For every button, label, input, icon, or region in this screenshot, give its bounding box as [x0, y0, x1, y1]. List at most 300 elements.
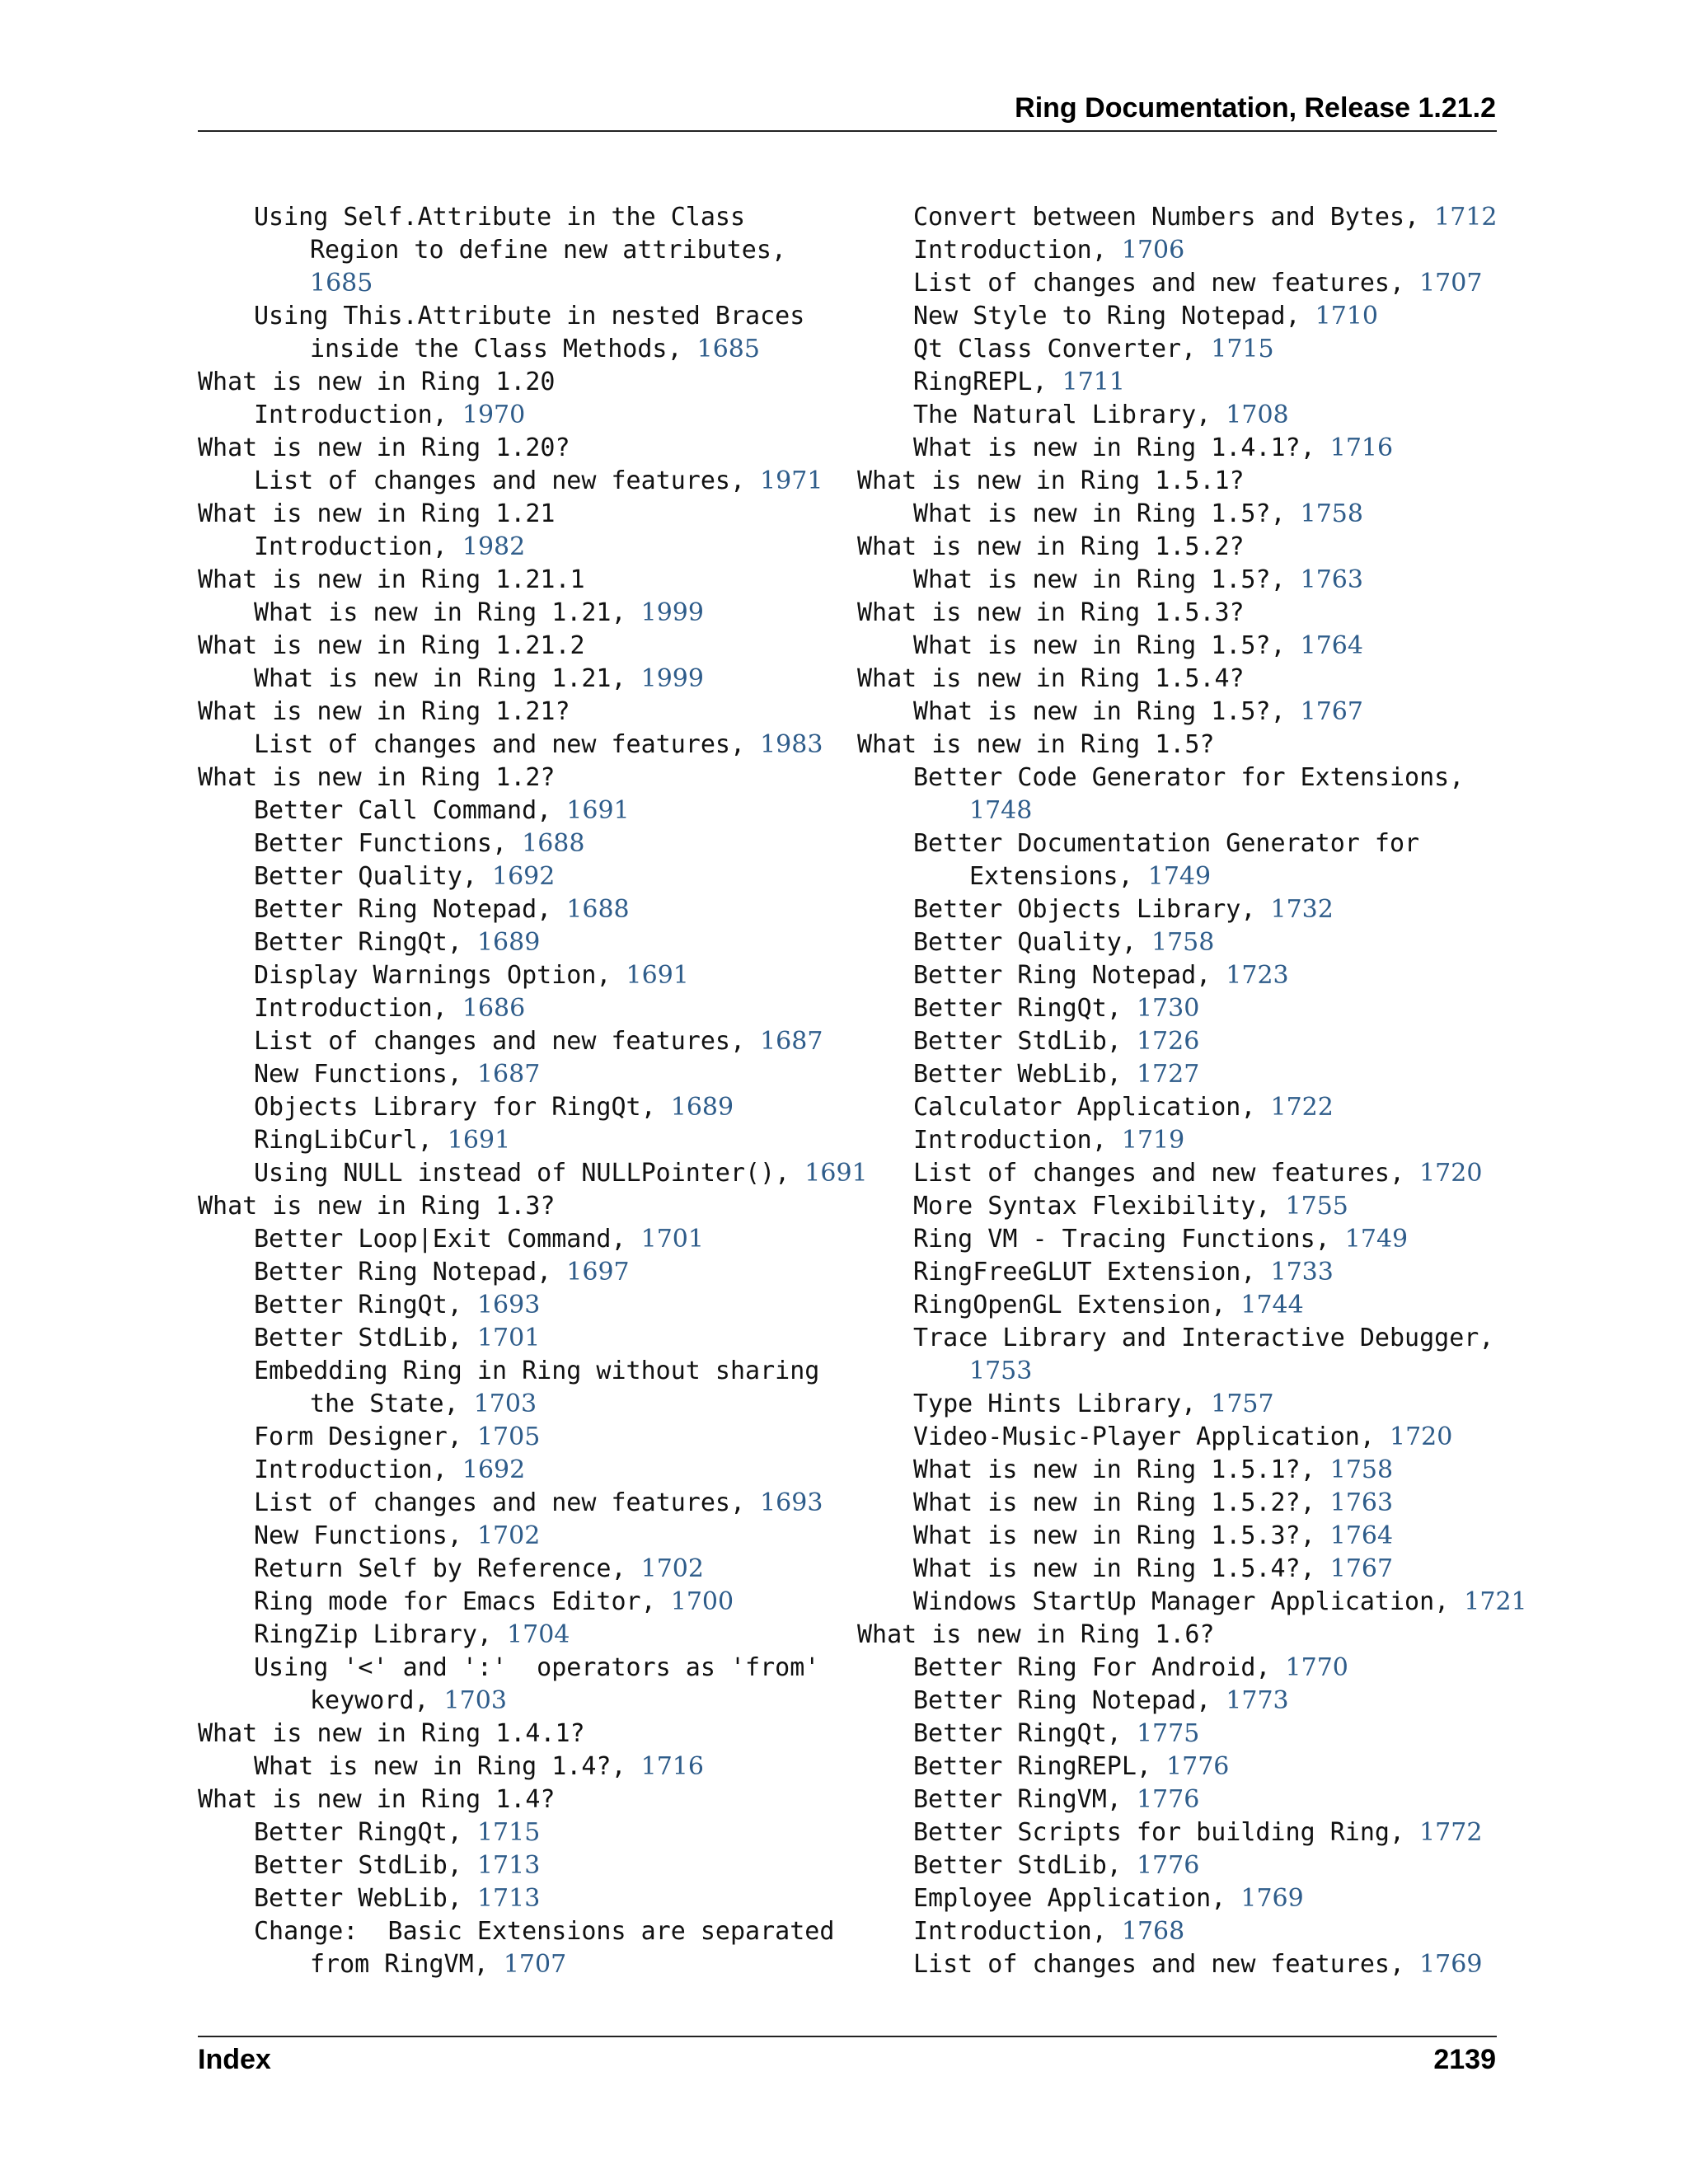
- index-entry-text: [913, 1884, 1304, 1913]
- index-entry-text-part: RingOpenGL Extension,: [913, 1291, 1226, 1319]
- index-subentry: [857, 696, 1500, 729]
- index-entry-text-part: Better StdLib,: [254, 1324, 462, 1352]
- index-entry-text: [254, 1685, 841, 1718]
- index-subentry: [857, 432, 1500, 465]
- index-subentry: [198, 1025, 841, 1058]
- index-subentry: [198, 1750, 841, 1783]
- index-subentry: [857, 1223, 1500, 1256]
- index-entry-text: [913, 335, 1274, 363]
- index-entry-text-part: Extensions,: [969, 862, 1133, 891]
- index-entry-text-part: Ring mode for Emacs Editor,: [254, 1587, 656, 1616]
- index-entry-text: [913, 895, 1334, 924]
- index-entry-text-part: Return Self by Reference,: [254, 1554, 626, 1583]
- index-subentry: [198, 1256, 841, 1289]
- index-entry-text: [913, 1917, 1184, 1946]
- index-entry-text: What is new in Ring 1.21.1: [198, 565, 585, 594]
- index-entry-text-part: Better RingQt,: [254, 1818, 462, 1847]
- index-entry-text-part: Better RingQt,: [254, 928, 462, 957]
- index-entry-text-part: Better Objects Library,: [913, 895, 1256, 924]
- index-subentry: [198, 597, 841, 630]
- index-subentry: [857, 1652, 1500, 1685]
- index-entry-text: [254, 961, 689, 990]
- index-entry-text: [254, 1521, 540, 1550]
- index-entry-text-part: Better Ring For Android,: [913, 1653, 1271, 1682]
- page-reference-link[interactable]: 1703: [473, 1390, 537, 1418]
- index-entry-text-part: Better Ring Notepad,: [913, 961, 1212, 990]
- index-entry-text: [913, 961, 1289, 990]
- index-heading: [857, 729, 1500, 762]
- index-subentry: [857, 1915, 1500, 1948]
- index-entry-text: [913, 1225, 1408, 1254]
- index-entry-text-part: Introduction,: [254, 1455, 448, 1484]
- page-reference-link[interactable]: 1764: [1329, 1521, 1394, 1550]
- index-entry-text: [913, 1390, 1274, 1418]
- page-reference-link[interactable]: 1721: [1464, 1587, 1527, 1616]
- page-reference-link[interactable]: 1983: [760, 730, 823, 759]
- index-entry-text: [254, 532, 525, 561]
- page-reference-link[interactable]: 1713: [476, 1851, 541, 1880]
- index-entry-text: [254, 401, 525, 429]
- index-heading: [857, 663, 1500, 696]
- page-reference-link[interactable]: 1716: [640, 1752, 704, 1781]
- index-entry-text: [913, 1950, 1482, 1979]
- index-entry-text-part: What is new in Ring 1.5?,: [913, 697, 1286, 726]
- index-entry-text: [913, 236, 1184, 265]
- index-entry-text: [254, 1554, 704, 1583]
- index-entry-text: [254, 1126, 510, 1155]
- index-entry-text-part: Introduction,: [254, 401, 448, 429]
- index-heading: [198, 696, 841, 729]
- index-entry-text: [254, 895, 630, 924]
- index-subentry: [198, 1454, 841, 1487]
- page-reference-link[interactable]: 1691: [566, 796, 630, 825]
- index-entry-text-part: New Functions,: [254, 1060, 462, 1089]
- index-entry-text: What is new in Ring 1.5.3?: [857, 598, 1245, 627]
- index-subentry: [198, 1882, 841, 1915]
- index-entry-text: What is new in Ring 1.20?: [198, 434, 570, 462]
- index-entry-text: [913, 1455, 1393, 1484]
- page-reference-link[interactable]: 1705: [476, 1422, 541, 1451]
- page-reference-link[interactable]: 1687: [476, 1060, 541, 1089]
- index-entry-text: What is new in Ring 1.3?: [198, 1192, 556, 1221]
- page-reference-link[interactable]: 1715: [1211, 335, 1274, 363]
- index-entry-text: [913, 1093, 1334, 1122]
- index-subentry: [198, 1816, 841, 1849]
- page-reference-link[interactable]: 1702: [640, 1554, 704, 1583]
- index-entry-text: [913, 1126, 1184, 1155]
- page-reference-link[interactable]: 1726: [1136, 1027, 1200, 1056]
- page-reference-link[interactable]: 1720: [1389, 1422, 1453, 1451]
- page-reference-link[interactable]: 1982: [462, 532, 526, 561]
- page-reference-link[interactable]: 1720: [1419, 1159, 1483, 1188]
- index-entry-text: [254, 1422, 540, 1451]
- index-subentry: [857, 366, 1500, 399]
- footer-rule: [198, 2036, 1497, 2037]
- page-reference-link[interactable]: 1757: [1211, 1390, 1274, 1418]
- page-reference-link[interactable]: 1723: [1226, 961, 1289, 990]
- page-reference-link[interactable]: 1688: [566, 895, 630, 924]
- page-reference-link[interactable]: 1732: [1270, 895, 1334, 924]
- page-reference-link[interactable]: 1999: [640, 598, 704, 627]
- index-entry-text: [913, 928, 1214, 957]
- page-reference-link[interactable]: 1772: [1419, 1818, 1483, 1847]
- page-reference-link[interactable]: 1719: [1121, 1126, 1185, 1155]
- index-subentry: [198, 663, 841, 696]
- page-reference-link[interactable]: 1768: [1121, 1917, 1185, 1946]
- index-entry-text: [913, 1785, 1199, 1814]
- index-subentry: [198, 1058, 841, 1091]
- index-entry-text-part: from RingVM,: [310, 1950, 489, 1979]
- index-entry-text: [913, 499, 1363, 528]
- index-entry-text-part: Introduction,: [913, 1917, 1107, 1946]
- page-reference-link[interactable]: 1701: [476, 1324, 541, 1352]
- page-reference-link[interactable]: 1758: [1151, 928, 1215, 957]
- index-subentry: [857, 1124, 1500, 1157]
- page-reference-link[interactable]: 1722: [1270, 1093, 1334, 1122]
- index-entry-text: [913, 1554, 1393, 1583]
- index-heading: [198, 1190, 841, 1223]
- index-subentry: [198, 1652, 841, 1718]
- index-entry-text-part: Better StdLib,: [913, 1027, 1122, 1056]
- page-reference-link[interactable]: 1685: [696, 335, 760, 363]
- index-entry-text-part: Better WebLib,: [913, 1060, 1122, 1089]
- index-entry-text-part: Better Quality,: [254, 862, 477, 891]
- page-reference-link[interactable]: 1715: [476, 1818, 541, 1847]
- page-reference-link[interactable]: 1758: [1300, 499, 1363, 528]
- page-reference-link[interactable]: 1689: [476, 928, 541, 957]
- index-subentry: [198, 794, 841, 827]
- index-entry-text: Region to define new attributes,: [310, 236, 786, 265]
- page-reference-link[interactable]: 1713: [476, 1884, 541, 1913]
- page-reference-link[interactable]: 1758: [1329, 1455, 1394, 1484]
- page-reference-link[interactable]: 1730: [1136, 994, 1200, 1023]
- index-entry-text: [254, 1324, 540, 1352]
- index-heading: [198, 432, 841, 465]
- index-entry-text-part: Better StdLib,: [254, 1851, 462, 1880]
- index-subentry: [198, 1124, 841, 1157]
- index-subentry: [857, 1948, 1500, 1981]
- index-subentry: [198, 1421, 841, 1454]
- page-reference-link[interactable]: 1749: [1344, 1225, 1409, 1254]
- index-entry-text: Embedding Ring in Ring without sharing: [254, 1357, 820, 1385]
- index-subentry: [198, 827, 841, 860]
- index-entry-text: [913, 1488, 1393, 1517]
- page-reference-link[interactable]: 1748: [969, 796, 1033, 825]
- page-reference-link[interactable]: 1704: [507, 1620, 570, 1649]
- index-entry-text: [254, 1258, 630, 1286]
- index-entry-text-part: Better Loop|Exit Command,: [254, 1225, 626, 1254]
- index-subentry: [198, 1520, 841, 1553]
- index-subentry: [857, 1816, 1500, 1849]
- footer-section-label: Index: [198, 2044, 271, 2075]
- index-subentry: [198, 1849, 841, 1882]
- index-entry-text: [913, 1851, 1199, 1880]
- page-reference-link[interactable]: 1692: [462, 1455, 526, 1484]
- page-reference-link[interactable]: 1770: [1285, 1653, 1348, 1682]
- index-entry-text: [913, 1258, 1334, 1286]
- page-reference-link[interactable]: 1999: [640, 664, 704, 693]
- index-entry-text: What is new in Ring 1.21.2: [198, 631, 585, 660]
- index-entry-text-part: Introduction,: [913, 236, 1107, 265]
- page-reference-link[interactable]: 1706: [1121, 236, 1185, 265]
- index-entry-text: What is new in Ring 1.5.2?: [857, 532, 1245, 561]
- index-entry-text: [254, 1587, 734, 1616]
- index-entry-text-part: What is new in Ring 1.21,: [254, 664, 626, 693]
- index-entry-text: [913, 1719, 1199, 1748]
- index-subentry: [857, 1487, 1500, 1520]
- page-reference-link[interactable]: 1693: [760, 1488, 823, 1517]
- index-entry-text: [254, 333, 841, 366]
- index-subentry: [857, 333, 1500, 366]
- index-subentry: [198, 300, 841, 366]
- index-subentry: [857, 1421, 1500, 1454]
- page-reference-link[interactable]: 1767: [1300, 697, 1363, 726]
- index-entry-text: [254, 730, 823, 759]
- index-entry-text-part: Better Functions,: [254, 829, 508, 858]
- page-reference-link[interactable]: 1697: [566, 1258, 630, 1286]
- index-entry-text: [254, 664, 704, 693]
- index-subentry: [857, 1553, 1500, 1586]
- index-subentry: [198, 1487, 841, 1520]
- page-reference-link[interactable]: 1702: [476, 1521, 541, 1550]
- index-entry-text: [254, 1948, 841, 1981]
- page-reference-link[interactable]: 1769: [1419, 1950, 1483, 1979]
- index-entry-text-part: List of changes and new features,: [913, 1950, 1405, 1979]
- index-entry-text-part: List of changes and new features,: [254, 1488, 746, 1517]
- page-reference-link[interactable]: 1691: [626, 961, 689, 990]
- index-subentry: [198, 729, 841, 762]
- index-entry-text: [254, 862, 555, 891]
- index-entry-text: [913, 368, 1125, 396]
- index-entry-text: [254, 796, 630, 825]
- index-entry-text-part: What is new in Ring 1.5.2?,: [913, 1488, 1315, 1517]
- index-entry-text-part: List of changes and new features,: [254, 1027, 746, 1056]
- index-entry-text: [254, 1851, 540, 1880]
- index-entry-text-part: What is new in Ring 1.5.3?,: [913, 1521, 1315, 1550]
- index-subentry: [857, 1882, 1500, 1915]
- index-entry-text-part: Better Ring Notepad,: [913, 1686, 1212, 1715]
- index-entry-text: [913, 1422, 1452, 1451]
- page-reference-link[interactable]: 1708: [1226, 401, 1289, 429]
- index-heading: [198, 1718, 841, 1750]
- index-subentry: [198, 893, 841, 926]
- index-heading: [857, 1619, 1500, 1652]
- index-entry-text: [254, 1620, 570, 1649]
- index-subentry: [857, 234, 1500, 267]
- index-entry-text-part: Employee Application,: [913, 1884, 1226, 1913]
- index-entry-text: [254, 1093, 734, 1122]
- index-entry-text: [913, 631, 1363, 660]
- page-reference-link[interactable]: 1775: [1136, 1719, 1200, 1748]
- index-entry-text-part: Using NULL instead of NULLPointer(),: [254, 1159, 790, 1188]
- index-subentry: [857, 1058, 1500, 1091]
- index-entry-text: [913, 994, 1199, 1023]
- index-entry-text: [254, 1291, 540, 1319]
- index-entry-text: Using '<' and ':' operators as 'from': [254, 1653, 820, 1682]
- index-entry-text: [913, 1060, 1199, 1089]
- index-entry-text-part: Better Ring Notepad,: [254, 895, 552, 924]
- page-reference-link[interactable]: 1727: [1136, 1060, 1200, 1089]
- index-entry-text: [254, 598, 704, 627]
- index-entry-text: [913, 1653, 1348, 1682]
- page-reference-link[interactable]: 1749: [1147, 862, 1212, 891]
- index-entry-text: Using This.Attribute in nested Braces: [254, 302, 805, 330]
- index-entry-text-part: Better StdLib,: [913, 1851, 1122, 1880]
- index-subentry: [857, 1157, 1500, 1190]
- page-reference-link[interactable]: 1685: [310, 269, 373, 298]
- index-entry-text: [913, 302, 1378, 330]
- page-reference-link[interactable]: 1767: [1329, 1554, 1394, 1583]
- page-reference-link[interactable]: 1764: [1300, 631, 1363, 660]
- index-entry-text-part: Better Scripts for building Ring,: [913, 1818, 1405, 1847]
- index-entry-text: [254, 1884, 540, 1913]
- index-entry-text-part: Display Warnings Option,: [254, 961, 612, 990]
- index-subentry: [198, 1586, 841, 1619]
- index-subentry: [198, 959, 841, 992]
- index-entry-text-part: Convert between Numbers and Bytes,: [913, 203, 1420, 232]
- index-subentry: [198, 926, 841, 959]
- index-subentry: [857, 1025, 1500, 1058]
- index-entry-text: What is new in Ring 1.4?: [198, 1785, 556, 1814]
- index-entry-text-part: RingFreeGLUT Extension,: [913, 1258, 1256, 1286]
- index-heading: [198, 498, 841, 531]
- page-reference-link[interactable]: 1707: [1419, 269, 1483, 298]
- page-reference-link[interactable]: 1716: [1329, 434, 1394, 462]
- page-reference-link[interactable]: 1691: [804, 1159, 868, 1188]
- page-reference-link[interactable]: 1700: [670, 1587, 734, 1616]
- page-reference-link[interactable]: 1776: [1166, 1752, 1230, 1781]
- index-entry-text: What is new in Ring 1.21?: [198, 697, 570, 726]
- index-entry-text-part: RingLibCurl,: [254, 1126, 433, 1155]
- page-reference-link[interactable]: 1769: [1240, 1884, 1304, 1913]
- index-subentry: [198, 1157, 868, 1190]
- index-entry-text-part: List of changes and new features,: [254, 466, 746, 495]
- index-entry-text: Trace Library and Interactive Debugger,: [913, 1324, 1494, 1352]
- page-reference-link[interactable]: 1971: [760, 466, 823, 495]
- page-reference-link[interactable]: 1688: [522, 829, 585, 858]
- index-entry-text: [913, 1587, 1527, 1616]
- index-entry-text-part: RingZip Library,: [254, 1620, 492, 1649]
- header-rule: [198, 130, 1497, 132]
- index-subentry: [857, 1091, 1500, 1124]
- index-entry-text-part: Better RingQt,: [913, 994, 1122, 1023]
- page-reference-link[interactable]: 1707: [503, 1950, 567, 1979]
- page-reference-link[interactable]: 1692: [492, 862, 556, 891]
- index-subentry: [857, 201, 1500, 234]
- page-reference-link[interactable]: 1689: [670, 1093, 734, 1122]
- page-reference-link[interactable]: 1693: [476, 1291, 541, 1319]
- index-entry-text: [913, 1686, 1289, 1715]
- index-entry-text-part: New Style to Ring Notepad,: [913, 302, 1301, 330]
- index-entry-text-part: List of changes and new features,: [913, 1159, 1405, 1188]
- page-reference-link[interactable]: 1711: [1062, 368, 1125, 396]
- page-reference-link[interactable]: 1712: [1434, 203, 1498, 232]
- index-entry-text-part: More Syntax Flexibility,: [913, 1192, 1271, 1221]
- page-reference-link[interactable]: 1773: [1226, 1686, 1289, 1715]
- index-entry-text-part: List of changes and new features,: [913, 269, 1405, 298]
- page-reference-link[interactable]: 1691: [447, 1126, 511, 1155]
- index-entry-text-part: Type Hints Library,: [913, 1390, 1197, 1418]
- running-header-title: Ring Documentation, Release 1.21.2: [1015, 92, 1496, 124]
- index-entry-text: [254, 1818, 540, 1847]
- index-entry-text-part: Better RingQt,: [254, 1291, 462, 1319]
- page-reference-link[interactable]: 1776: [1136, 1785, 1200, 1814]
- page-reference-link[interactable]: 1755: [1285, 1192, 1348, 1221]
- index-entry-text: [254, 1060, 540, 1089]
- index-entry-text-part: What is new in Ring 1.5?,: [913, 631, 1286, 660]
- page-reference-link[interactable]: 1744: [1240, 1291, 1304, 1319]
- index-subentry: [857, 267, 1500, 300]
- index-subentry: [857, 1256, 1500, 1289]
- index-entry-text: What is new in Ring 1.5.1?: [857, 466, 1245, 495]
- index-entry-text-part: RingREPL,: [913, 368, 1048, 396]
- index-subentry: [198, 1322, 841, 1355]
- index-entry-text: [913, 1027, 1199, 1056]
- index-entry-text: [254, 994, 525, 1023]
- index-heading: [857, 597, 1500, 630]
- index-heading: [198, 630, 841, 663]
- index-entry-text: [913, 434, 1393, 462]
- page-reference-link[interactable]: 1763: [1329, 1488, 1394, 1517]
- index-subentry: [857, 959, 1500, 992]
- index-subentry: [198, 1223, 841, 1256]
- index-subentry: [198, 992, 841, 1025]
- index-entry-text: [913, 269, 1482, 298]
- index-entry-text: [913, 697, 1363, 726]
- index-entry-text: Change: Basic Extensions are separated: [254, 1917, 835, 1946]
- index-subentry: [857, 893, 1500, 926]
- index-subentry: [857, 630, 1500, 663]
- page-reference-link[interactable]: 1753: [969, 1357, 1033, 1385]
- index-entry-text: [913, 401, 1289, 429]
- page-reference-link[interactable]: 1763: [1300, 565, 1363, 594]
- index-heading: [198, 762, 841, 794]
- index-entry-text: Better Documentation Generator for: [913, 829, 1420, 858]
- page-reference-link[interactable]: 1701: [640, 1225, 704, 1254]
- index-entry-text-part: keyword,: [310, 1686, 429, 1715]
- index-entry-text-part: Better WebLib,: [254, 1884, 462, 1913]
- index-entry-text: What is new in Ring 1.5.4?: [857, 664, 1245, 693]
- page-reference-link[interactable]: 1733: [1270, 1258, 1334, 1286]
- page-reference-link[interactable]: 1687: [760, 1027, 823, 1056]
- index-entry-text: What is new in Ring 1.4.1?: [198, 1719, 585, 1748]
- index-subentry: [198, 465, 841, 498]
- index-subentry: [857, 1718, 1500, 1750]
- index-entry-text: [254, 928, 540, 957]
- index-entry-text-part: Objects Library for RingQt,: [254, 1093, 656, 1122]
- index-entry-text-part: Qt Class Converter,: [913, 335, 1197, 363]
- index-subentry: [857, 1783, 1500, 1816]
- index-entry-text: [254, 1159, 868, 1188]
- page-reference-link[interactable]: 1970: [462, 401, 526, 429]
- index-entry-text-part: What is new in Ring 1.5?,: [913, 565, 1286, 594]
- page-reference-link[interactable]: 1703: [443, 1686, 507, 1715]
- index-heading: [198, 1783, 841, 1816]
- index-entry-text-part: Form Designer,: [254, 1422, 462, 1451]
- index-entry-text-part: Ring VM - Tracing Functions,: [913, 1225, 1330, 1254]
- index-subentry: [198, 399, 841, 432]
- index-entry-text: [913, 203, 1498, 232]
- index-entry-text: [913, 1752, 1229, 1781]
- page-reference-link[interactable]: 1776: [1136, 1851, 1200, 1880]
- index-entry-text-part: What is new in Ring 1.21,: [254, 598, 626, 627]
- index-entry-text: What is new in Ring 1.2?: [198, 763, 556, 792]
- index-entry-text-part: Better Ring Notepad,: [254, 1258, 552, 1286]
- page-reference-link[interactable]: 1710: [1315, 302, 1379, 330]
- index-subentry: [198, 531, 841, 564]
- index-subentry: [198, 201, 841, 300]
- page-reference-link[interactable]: 1686: [462, 994, 526, 1023]
